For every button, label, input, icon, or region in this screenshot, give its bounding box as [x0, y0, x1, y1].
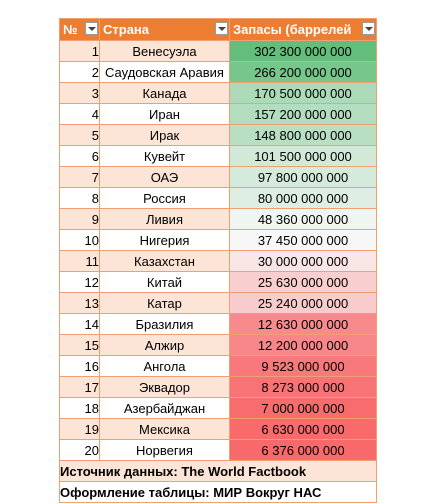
table-row — [60, 314, 377, 335]
footer-design-row — [60, 482, 377, 503]
row-number[interactable]: 7 — [60, 167, 100, 188]
table-row — [60, 377, 377, 398]
row-number[interactable]: 19 — [60, 419, 100, 440]
row-number[interactable]: 6 — [60, 146, 100, 167]
country-name[interactable]: ОАЭ — [100, 167, 230, 188]
table-row — [60, 83, 377, 104]
header-num-label: № — [63, 22, 78, 37]
reserves-value[interactable]: 101 500 000 000 — [230, 146, 377, 167]
reserves-value[interactable]: 97 800 000 000 — [230, 167, 377, 188]
row-number[interactable]: 12 — [60, 272, 100, 293]
reserves-value[interactable]: 302 300 000 000 — [230, 41, 377, 62]
table-row — [60, 398, 377, 419]
country-name[interactable]: Канада — [100, 83, 230, 104]
country-name[interactable]: Ангола — [100, 356, 230, 377]
row-number[interactable]: 9 — [60, 209, 100, 230]
table-row — [60, 356, 377, 377]
country-name[interactable]: Катар — [100, 293, 230, 314]
header-num[interactable] — [60, 19, 100, 41]
row-number[interactable]: 2 — [60, 62, 100, 83]
header-country[interactable] — [100, 19, 230, 41]
row-number[interactable]: 4 — [60, 104, 100, 125]
reserves-value[interactable]: 7 000 000 000 — [230, 398, 377, 419]
table-row — [60, 272, 377, 293]
country-name[interactable]: Азербайджан — [100, 398, 230, 419]
country-name[interactable]: Норвегия — [100, 440, 230, 461]
table-row — [60, 251, 377, 272]
row-number[interactable]: 10 — [60, 230, 100, 251]
reserves-value[interactable]: 48 360 000 000 — [230, 209, 377, 230]
table-row — [60, 125, 377, 146]
reserves-value[interactable]: 170 500 000 000 — [230, 83, 377, 104]
reserves-value[interactable]: 8 273 000 000 — [230, 377, 377, 398]
country-name[interactable]: Мексика — [100, 419, 230, 440]
reserves-value[interactable]: 30 000 000 000 — [230, 251, 377, 272]
reserves-value[interactable]: 6 630 000 000 — [230, 419, 377, 440]
country-name[interactable]: Эквадор — [100, 377, 230, 398]
row-number[interactable]: 20 — [60, 440, 100, 461]
table-row — [60, 335, 377, 356]
country-name[interactable]: Китай — [100, 272, 230, 293]
filter-dropdown-icon[interactable] — [215, 22, 228, 35]
table-row — [60, 419, 377, 440]
footer-source: Источник данных: The World Factbook — [60, 461, 377, 482]
table-row — [60, 188, 377, 209]
row-number[interactable]: 15 — [60, 335, 100, 356]
footer-source-row — [60, 461, 377, 482]
table-row — [60, 146, 377, 167]
table-row — [60, 209, 377, 230]
reserves-value[interactable]: 80 000 000 000 — [230, 188, 377, 209]
reserves-value[interactable]: 37 450 000 000 — [230, 230, 377, 251]
country-name[interactable]: Алжир — [100, 335, 230, 356]
header-country-label: Страна — [103, 22, 150, 37]
country-name[interactable]: Саудовская Аравия — [100, 62, 230, 83]
country-name[interactable]: Россия — [100, 188, 230, 209]
table-row — [60, 62, 377, 83]
row-number[interactable]: 11 — [60, 251, 100, 272]
reserves-value[interactable]: 25 240 000 000 — [230, 293, 377, 314]
table-row — [60, 41, 377, 62]
reserves-value[interactable]: 12 200 000 000 — [230, 335, 377, 356]
table-row — [60, 230, 377, 251]
country-name[interactable]: Казахстан — [100, 251, 230, 272]
header-reserves[interactable] — [230, 19, 377, 41]
reserves-value[interactable]: 6 376 000 000 — [230, 440, 377, 461]
row-number[interactable]: 16 — [60, 356, 100, 377]
row-number[interactable]: 3 — [60, 83, 100, 104]
reserves-value[interactable]: 266 200 000 000 — [230, 62, 377, 83]
reserves-value[interactable]: 9 523 000 000 — [230, 356, 377, 377]
table-row — [60, 293, 377, 314]
reserves-value[interactable]: 12 630 000 000 — [230, 314, 377, 335]
table-row — [60, 440, 377, 461]
footer-design: Оформление таблицы: МИР Вокруг НАС — [60, 482, 377, 503]
country-name[interactable]: Кувейт — [100, 146, 230, 167]
reserves-value[interactable]: 148 800 000 000 — [230, 125, 377, 146]
country-name[interactable]: Ирак — [100, 125, 230, 146]
country-name[interactable]: Ливия — [100, 209, 230, 230]
table-row — [60, 167, 377, 188]
filter-dropdown-icon[interactable] — [362, 22, 375, 35]
row-number[interactable]: 13 — [60, 293, 100, 314]
header-reserves-label: Запасы (баррелей — [233, 22, 352, 37]
country-name[interactable]: Венесуэла — [100, 41, 230, 62]
country-name[interactable]: Бразилия — [100, 314, 230, 335]
country-name[interactable]: Иран — [100, 104, 230, 125]
row-number[interactable]: 5 — [60, 125, 100, 146]
table-row — [60, 104, 377, 125]
oil-reserves-table — [59, 18, 377, 503]
row-number[interactable]: 8 — [60, 188, 100, 209]
row-number[interactable]: 14 — [60, 314, 100, 335]
header-row — [60, 19, 377, 41]
row-number[interactable]: 17 — [60, 377, 100, 398]
filter-dropdown-icon[interactable] — [85, 22, 98, 35]
reserves-value[interactable]: 157 200 000 000 — [230, 104, 377, 125]
reserves-value[interactable]: 25 630 000 000 — [230, 272, 377, 293]
country-name[interactable]: Нигерия — [100, 230, 230, 251]
row-number[interactable]: 18 — [60, 398, 100, 419]
row-number[interactable]: 1 — [60, 41, 100, 62]
